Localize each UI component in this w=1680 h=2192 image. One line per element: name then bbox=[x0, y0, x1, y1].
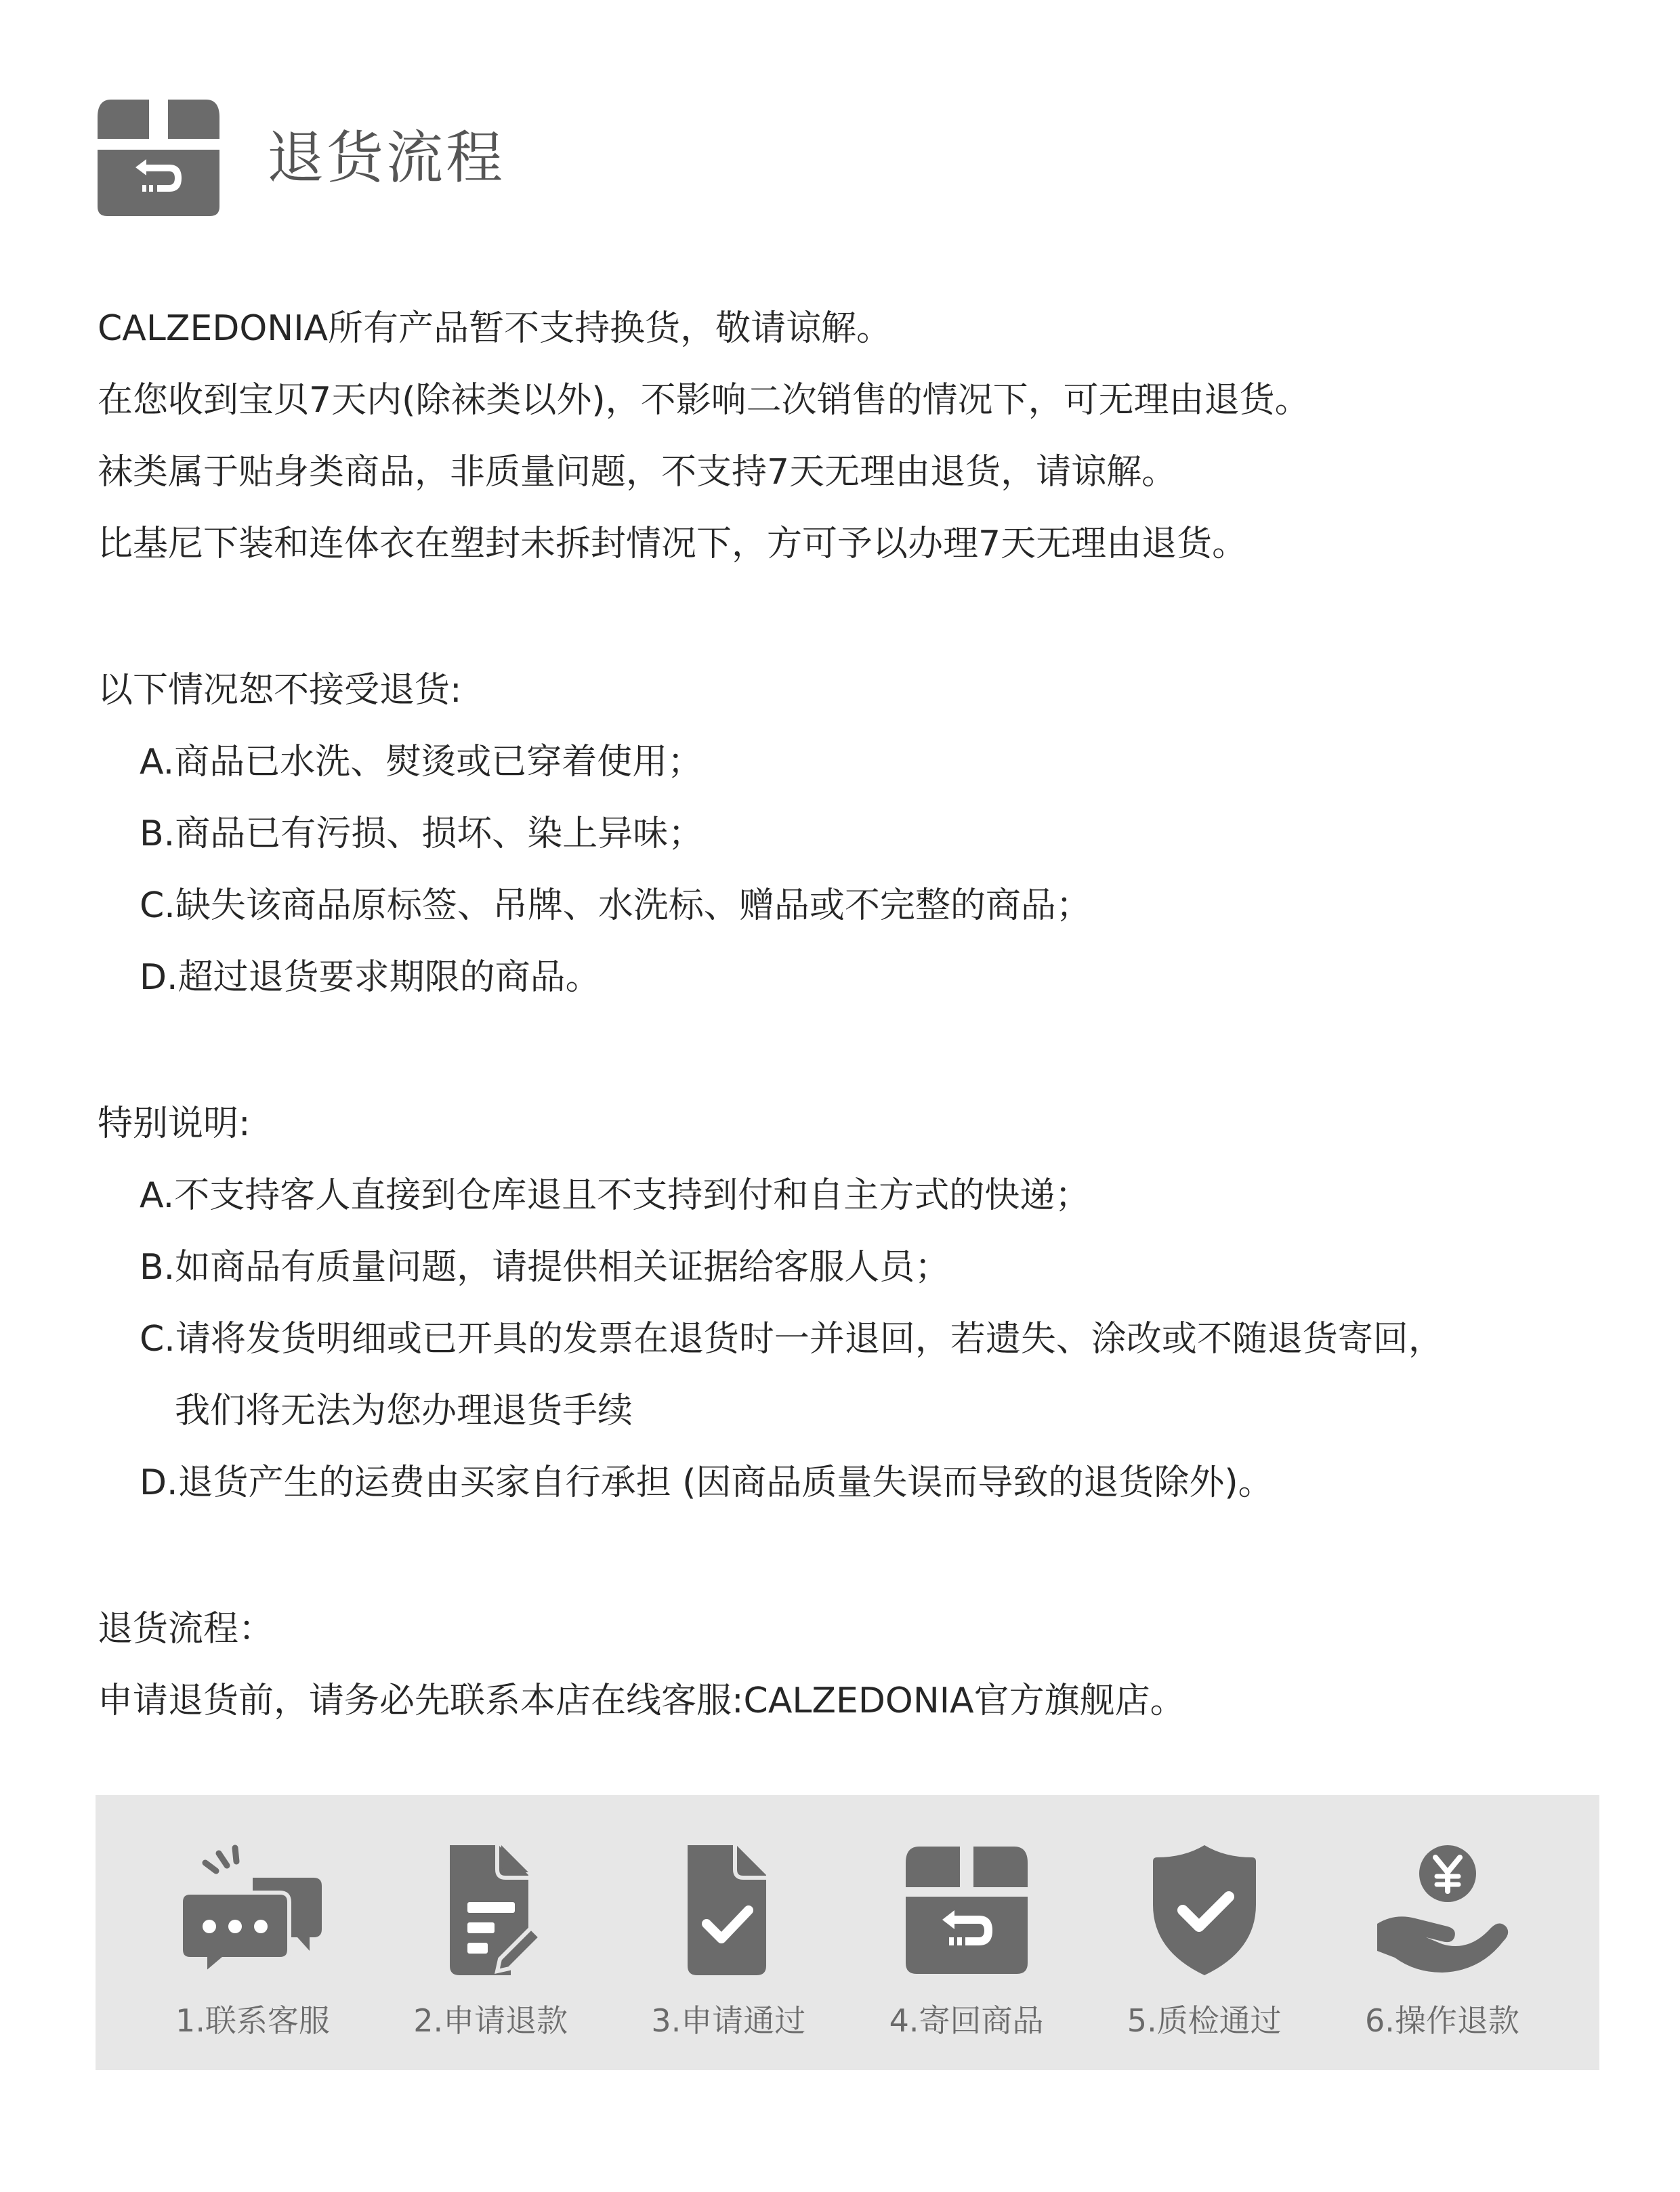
conditions-heading: 以下情况恕不接受退货: bbox=[98, 670, 462, 711]
process-heading: 退货流程： bbox=[98, 1609, 274, 1649]
special-item: D.退货产生的运费由买家自行承担 (因商品质量失误而导致的退货除外)。 bbox=[140, 1462, 1274, 1503]
step-process-refund bbox=[1341, 1795, 1544, 2070]
special-heading: 特别说明: bbox=[98, 1103, 251, 1144]
intro-line: 比基尼下装和连体衣在塑封未拆封情况下，方可予以办理7天无理由退货。 bbox=[98, 524, 1248, 564]
special-item-continuation: 我们将无法为您办理退货手续 bbox=[175, 1391, 633, 1431]
conditions-section bbox=[98, 654, 1588, 1013]
intro-section bbox=[98, 293, 1588, 580]
step-label: 3.申请通过 bbox=[651, 2002, 806, 2039]
hand-yuan-icon bbox=[1368, 1842, 1517, 1978]
page-header bbox=[98, 96, 505, 219]
step-label: 1.联系客服 bbox=[175, 2002, 330, 2039]
document-edit-icon bbox=[416, 1842, 565, 1978]
step-contact-service bbox=[151, 1795, 354, 2070]
steps-panel bbox=[96, 1795, 1599, 2070]
special-section bbox=[98, 1088, 1588, 1519]
step-label: 6.操作退款 bbox=[1364, 2002, 1519, 2039]
intro-line: 袜类属于贴身类商品，非质量问题，不支持7天无理由退货，请谅解。 bbox=[98, 452, 1177, 492]
special-item: C.请将发货明细或已开具的发票在退货时一并退回，若遗失、涂改或不随退货寄回， bbox=[140, 1319, 1444, 1360]
condition-item: B.商品已有污损、损坏、染上异味； bbox=[140, 814, 704, 854]
step-apply-refund bbox=[389, 1795, 592, 2070]
shield-check-icon bbox=[1130, 1842, 1279, 1978]
step-label: 2.申请退款 bbox=[413, 2002, 568, 2039]
step-label: 4.寄回商品 bbox=[889, 2002, 1044, 2039]
condition-item: A.商品已水洗、熨烫或已穿着使用； bbox=[140, 742, 703, 782]
condition-item: C.缺失该商品原标签、吊牌、水洗标、赠品或不完整的商品； bbox=[140, 885, 1091, 926]
special-item: B.如商品有质量问题，请提供相关证据给客服人员； bbox=[140, 1247, 950, 1288]
return-box-icon bbox=[98, 97, 219, 219]
chat-bubbles-icon bbox=[178, 1842, 327, 1978]
intro-line: 在您收到宝贝7天内(除袜类以外)，不影响二次销售的情况下，可无理由退货。 bbox=[98, 380, 1310, 421]
special-item: A.不支持客人直接到仓库退且不支持到付和自主方式的快递； bbox=[140, 1175, 1091, 1216]
condition-item: D.超过退货要求期限的商品。 bbox=[140, 957, 601, 998]
process-section bbox=[98, 1593, 1588, 1737]
step-send-back bbox=[865, 1795, 1068, 2070]
page-title: 退货流程 bbox=[267, 125, 506, 191]
step-quality-check bbox=[1103, 1795, 1306, 2070]
document-check-icon bbox=[654, 1842, 803, 1978]
process-note: 申请退货前，请务必先联系本店在线客服:CALZEDONIA官方旗舰店。 bbox=[98, 1681, 1185, 1721]
step-label: 5.质检通过 bbox=[1127, 2002, 1282, 2039]
return-box-icon bbox=[892, 1842, 1041, 1978]
intro-line: CALZEDONIA所有产品暂不支持换货，敬请谅解。 bbox=[98, 308, 892, 349]
step-apply-approved bbox=[627, 1795, 830, 2070]
